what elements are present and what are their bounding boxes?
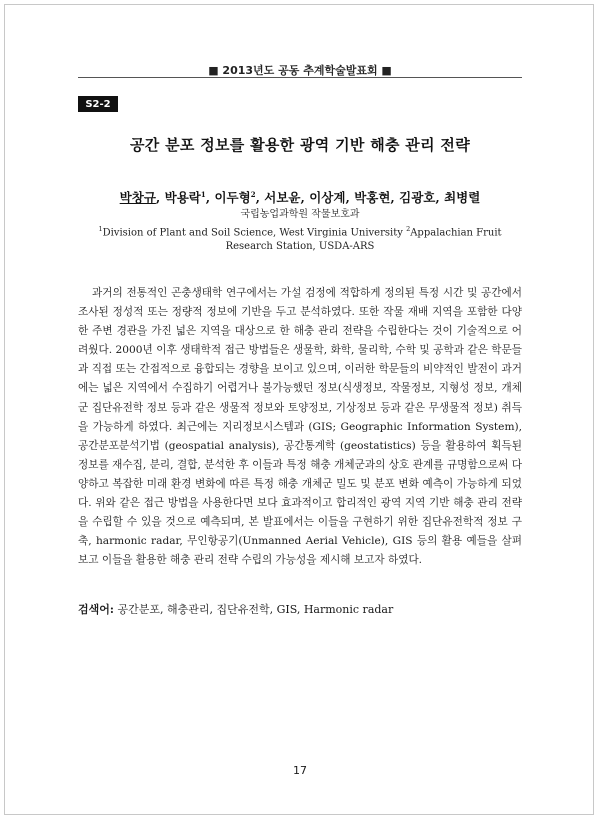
paper-title: 공간 분포 정보를 활용한 광역 기반 해충 관리 전략 [130, 136, 470, 154]
author-separator: , [435, 190, 445, 205]
author-name: 김광호 [399, 190, 436, 205]
author-list [78, 188, 522, 206]
author-name: 박용락 [164, 190, 201, 205]
keywords [78, 601, 522, 617]
affiliation-mark: 1 [98, 225, 103, 233]
author-affiliation-mark: 2 [250, 189, 256, 199]
author-separator: , [300, 190, 310, 205]
author-name: 박홍현 [354, 190, 391, 205]
keywords-text: 공간분포, 해충관리, 집단유전학, GIS, Harmonic radar [113, 603, 394, 616]
author-name: 이두형 [214, 190, 251, 205]
author-separator: , [390, 190, 400, 205]
author-name: 이상계 [309, 190, 346, 205]
author-name: 박창규 [119, 190, 156, 205]
affiliation-text: Division of Plant and Soil Science, West Virginia University [102, 227, 407, 239]
author-name: 서보윤 [264, 190, 301, 205]
keywords-label: 검색어: [78, 603, 114, 616]
page-number: 17 [293, 764, 307, 777]
affiliation-text: Appalachian Fruit Research Station, USDA-ARS [225, 227, 502, 253]
author-separator: , [345, 190, 355, 205]
affiliation-primary: 국립농업과학원 작물보호과 [240, 209, 360, 220]
affiliation-secondary [78, 222, 522, 254]
running-header: ■ 2013년도 공동 추계학술발표회 ■ [208, 64, 392, 77]
author-name: 최병렬 [444, 190, 481, 205]
author-separator: , [155, 190, 165, 205]
author-separator: , [205, 190, 215, 205]
author-separator: , [255, 190, 265, 205]
header-rule [78, 77, 522, 78]
author-affiliation-mark: 1 [200, 189, 206, 199]
affiliations [78, 208, 522, 254]
affiliation-mark: 2 [406, 225, 411, 233]
session-badge: S2-2 [78, 96, 118, 112]
abstract-body: 과거의 전통적인 곤충생태학 연구에서는 가설 검정에 적합하게 정의된 특정 시간 및 공간에서 조사된 정성적 또는 정량적 정보에 기반을 두고 분석하였다. 또한 작물 재배 지역을 포함한 다양한 주변 경관을 가진 넓은 지역을 대상으로 한 해충 관리 전략을 수립한다는 것이 기술적으로 어려웠다. 2000년 이후 생태학적 접근 방법들은 생물학, 화학, 물리학, 수학 및 공학과 같은 학문들과 직접 또는 간접적으로 융합되는 경향을 보이고 있으며, 이러한 학문들의 비약적인 발전이 과거에는 넓은 지역에서 수집하기 어렵거나 불가능했던 정보(식생정보, 작물정보, 지형성 정보, 개체군 집단유전학 정보 등과 같은 생물적 정보와 토양정보, 기상정보 등과 같은 무생물적 정보) 취득을 가능하게 하였다. 최근에는 지리정보시스템과 (GIS; Geographic Information System), 공간분포분석기법 (geospatial analysis), 공간통계학 (geostatistics) 등을 활용하여 획득된 정보를 재수집, 분리, 결합, 분석한 후 이들과 특정 해충 개체군과의 상호 관계를 규명함으로써 다양하고 복잡한 미래 환경 변화에 따른 특정 해충 개체군 밀도 및 분포 변화 예측이 가능하게 되었다. 위와 같은 접근 방법을 사용한다면 보다 효과적이고 합리적인 광역 지역 기반 해충 관리 전략을 수립할 수 있을 것으로 예측되며, 본 발표에서는 이들을 구현하기 위한 집단유전학적 정보 구축, harmonic radar, 무인항공기(Unmanned Aerial Vehicle), GIS 등의 활용 예들을 살펴보고 이들을 활용한 해충 관리 전략 수립의 가능성을 제시해 보고자 하였다. [78, 287, 522, 567]
